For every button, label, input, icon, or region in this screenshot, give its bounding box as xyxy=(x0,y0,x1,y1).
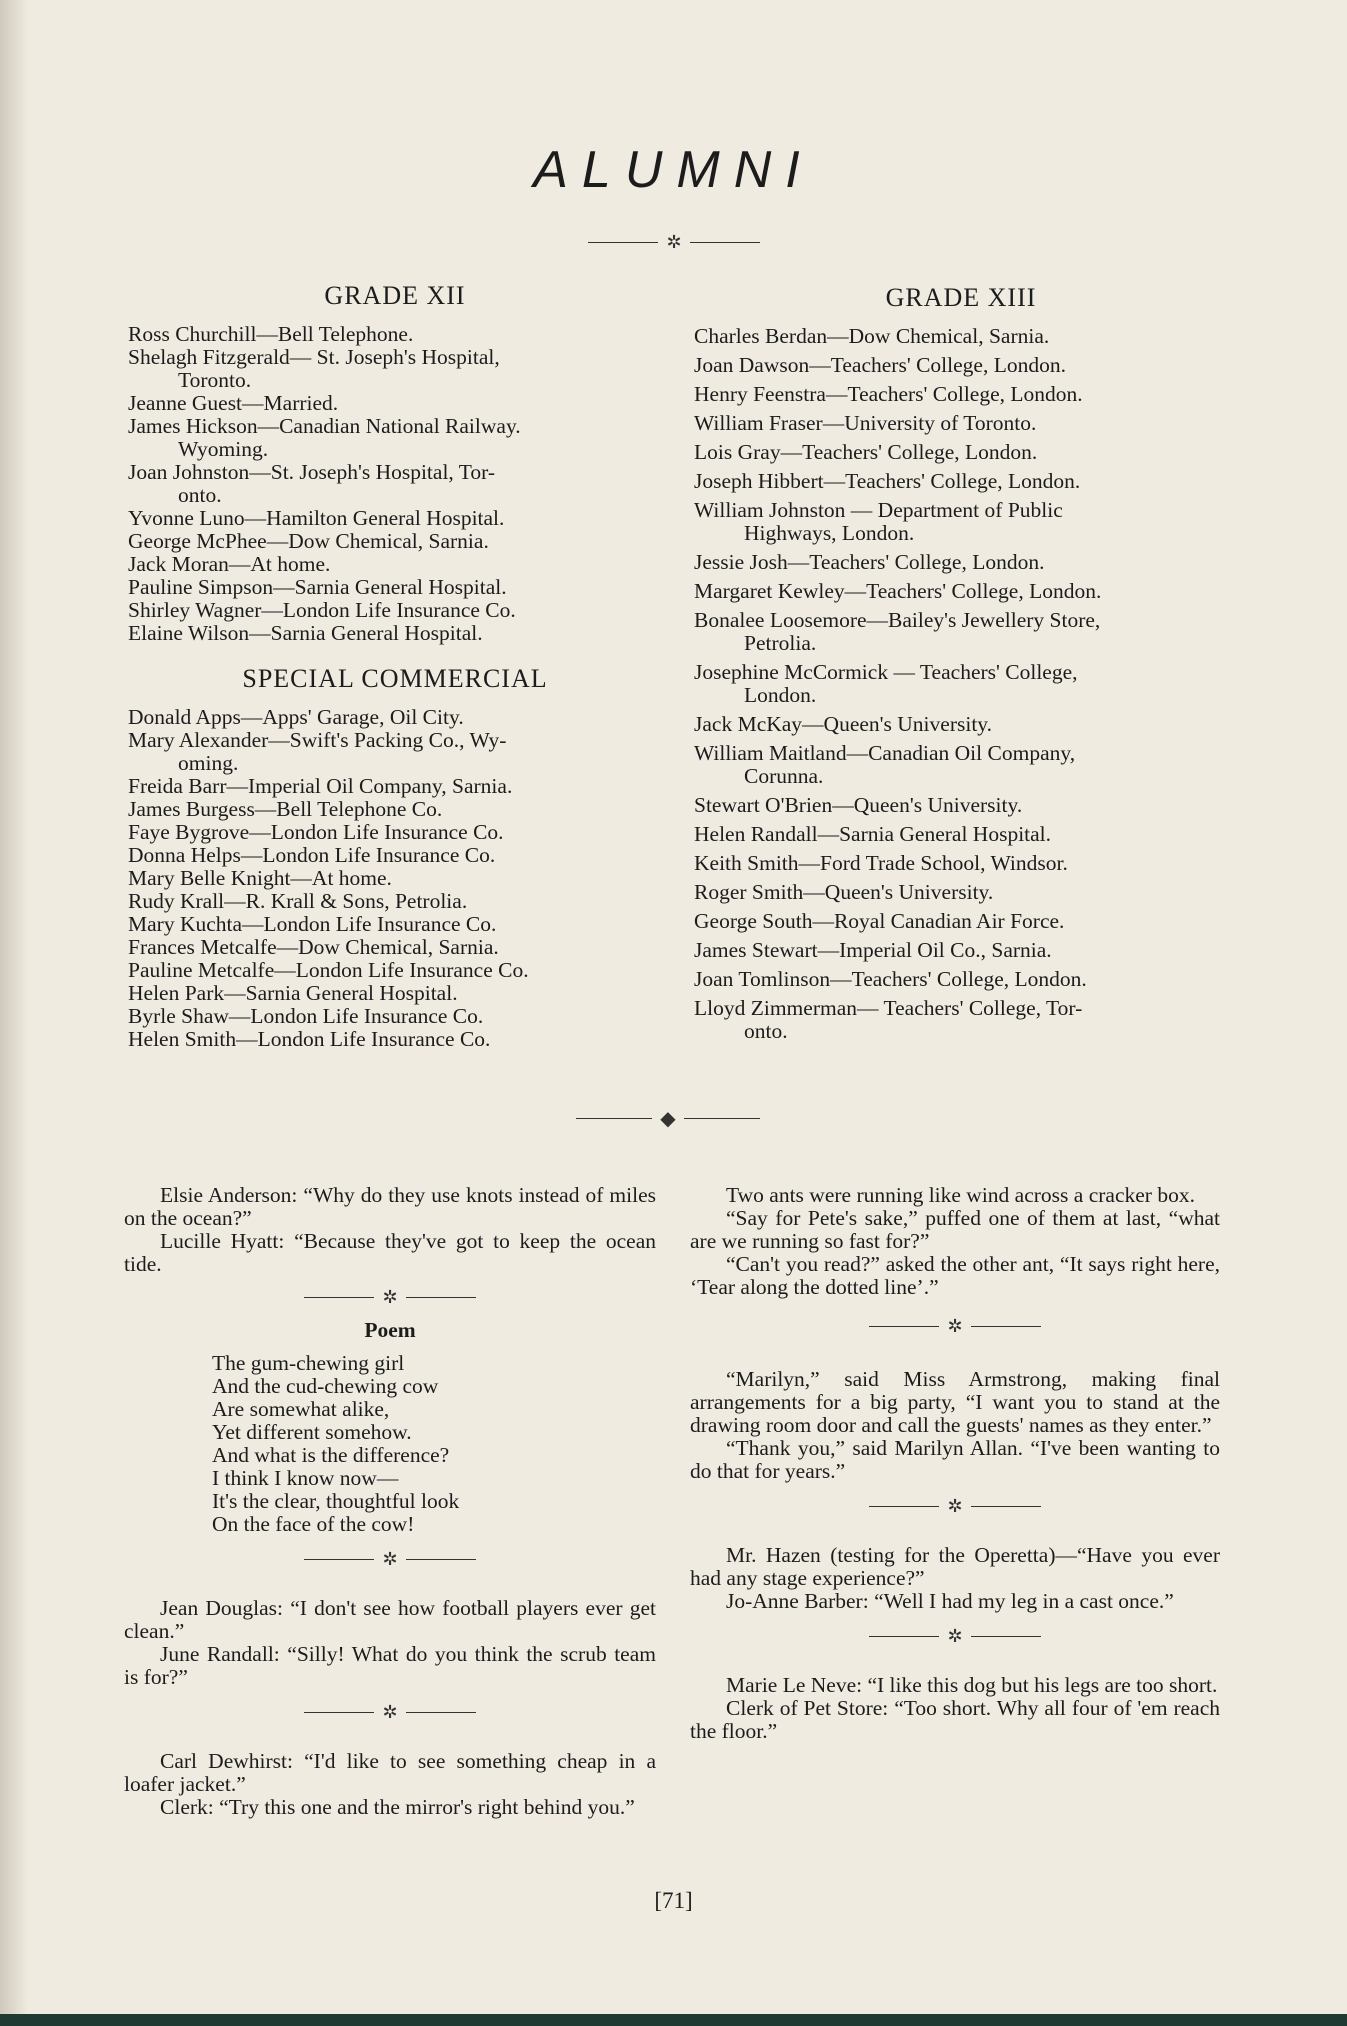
alumni-entry-text: Freida Barr—Imperial Oil Company, Sarnia. xyxy=(128,774,513,798)
alumni-entry xyxy=(128,729,662,775)
special-commercial-list xyxy=(128,706,662,1051)
grade-xiii-heading: GRADE XIII xyxy=(885,283,1037,312)
alumni-entry-text: Stewart O'Brien—Queen's University. xyxy=(694,793,1023,817)
alumni-entry-text: James Hickson—Canadian National Railway. xyxy=(128,414,521,438)
alumni-entry-text: Keith Smith—Ford Trade School, Windsor. xyxy=(694,851,1068,875)
alumni-entry xyxy=(128,622,662,645)
alumni-entry xyxy=(694,823,1228,846)
alumni-entry-text: Jack McKay—Queen's University. xyxy=(694,712,993,736)
joke-line: Elsie Anderson: “Why do they use knots instead of miles on the ocean?” xyxy=(124,1183,656,1230)
alumni-entry-text: William Fraser—University of Toronto. xyxy=(694,411,1037,435)
poem-line: Are somewhat alike, xyxy=(212,1397,390,1421)
alumni-entry-text: Henry Feenstra—Teachers' College, London. xyxy=(694,382,1083,406)
alumni-entry-text: Shirley Wagner—London Life Insurance Co. xyxy=(128,598,516,622)
alumni-entry xyxy=(694,742,1228,788)
alumni-entry-text: Rudy Krall—R. Krall & Sons, Petrolia. xyxy=(128,889,468,913)
alumni-entry-text: Joan Johnston—St. Joseph's Hospital, Tor- xyxy=(128,460,496,484)
party-joke xyxy=(690,1368,1220,1483)
alumni-entry xyxy=(694,910,1228,933)
alumni-entry xyxy=(694,551,1228,574)
alumni-entry-text: Mary Belle Knight—At home. xyxy=(128,866,392,890)
poem-line: Yet different somehow. xyxy=(212,1420,412,1444)
joke-divider xyxy=(124,1701,656,1724)
alumni-entry-text: Donald Apps—Apps' Garage, Oil City. xyxy=(128,705,464,729)
special-commercial-heading: SPECIAL COMMERCIAL xyxy=(242,664,548,693)
alumni-entry xyxy=(128,461,662,507)
joke-line: Mr. Hazen (testing for the Operetta)—“Have you ever had any stage experience?” xyxy=(690,1543,1220,1590)
alumni-entry xyxy=(128,890,662,913)
joke-line: Lucille Hyatt: “Because they've got to keep the ocean tide. xyxy=(124,1229,656,1276)
flower-icon: ✲ xyxy=(666,232,682,252)
alumni-entry xyxy=(128,982,662,1005)
diamond-icon: ◆ xyxy=(660,1108,676,1130)
alumni-entry xyxy=(128,599,662,622)
alumni-entry xyxy=(694,968,1228,991)
alumni-entry-continuation: Highways, London. xyxy=(744,521,915,545)
poem-line: It's the clear, thoughtful look xyxy=(212,1489,460,1513)
alumni-entry-continuation: onto. xyxy=(744,1019,788,1043)
joke-divider xyxy=(124,1548,656,1571)
alumni-entry-text: Byrle Shaw—London Life Insurance Co. xyxy=(128,1004,484,1028)
alumni-entry-continuation: onto. xyxy=(178,483,222,507)
jokes-right-column xyxy=(690,1184,1220,1743)
left-alumni-column xyxy=(128,281,662,1051)
alumni-entry-text: Shelagh Fitzgerald— St. Joseph's Hospital, xyxy=(128,345,500,369)
poem-line: And the cud-chewing cow xyxy=(212,1374,439,1398)
alumni-entry-text: Joan Dawson—Teachers' College, London. xyxy=(694,353,1066,377)
joke-line: Jo-Anne Barber: “Well I had my leg in a cast once.” xyxy=(726,1589,1174,1613)
alumni-entry xyxy=(128,530,662,553)
alumni-entry xyxy=(128,821,662,844)
joke-line: “Can't you read?” asked the other ant, “It says right here, ‘Tear along the dotted line’.” xyxy=(690,1252,1220,1299)
alumni-entry-text: Helen Randall—Sarnia General Hospital. xyxy=(694,822,1052,846)
joke-divider xyxy=(690,1495,1220,1518)
joke-line: “Thank you,” said Marilyn Allan. “I've been wanting to do that for years.” xyxy=(690,1436,1220,1483)
operetta-joke xyxy=(690,1544,1220,1613)
poem-line: The gum-chewing girl xyxy=(212,1351,405,1375)
alumni-entry xyxy=(128,867,662,890)
alumni-entry-text: Bonalee Loosemore—Bailey's Jewellery Store, xyxy=(694,608,1101,632)
joke-divider xyxy=(124,1286,656,1309)
alumni-entry xyxy=(128,959,662,982)
alumni-entry-text: Donna Helps—London Life Insurance Co. xyxy=(128,843,496,867)
section-divider xyxy=(568,1106,768,1131)
alumni-entry-text: Mary Kuchta—London Life Insurance Co. xyxy=(128,912,497,936)
ants-joke xyxy=(690,1184,1220,1299)
loafer-joke xyxy=(124,1750,656,1819)
alumni-entry-text: Charles Berdan—Dow Chemical, Sarnia. xyxy=(694,324,1050,348)
alumni-entry-continuation: Petrolia. xyxy=(744,631,817,655)
poem-line: I think I know now— xyxy=(212,1466,399,1490)
alumni-entry xyxy=(694,354,1228,377)
alumni-entry-continuation: Toronto. xyxy=(178,368,252,392)
alumni-entry xyxy=(694,939,1228,962)
alumni-entry xyxy=(128,415,662,461)
alumni-entry xyxy=(128,346,662,392)
flower-icon: ✲ xyxy=(382,1287,398,1307)
alumni-entry-text: Frances Metcalfe—Dow Chemical, Sarnia. xyxy=(128,935,499,959)
flower-icon: ✲ xyxy=(947,1496,963,1516)
alumni-entry xyxy=(694,881,1228,904)
flower-icon: ✲ xyxy=(382,1702,398,1722)
alumni-entry xyxy=(128,798,662,821)
alumni-entry xyxy=(128,553,662,576)
alumni-entry xyxy=(694,852,1228,875)
joke-line: “Marilyn,” said Miss Armstrong, making final arrangements for a big party, “I want you to stand at the drawing room door and call the guests' names as they enter.” xyxy=(690,1367,1220,1437)
joke-line: Two ants were running like wind across a cracker box. xyxy=(726,1183,1195,1207)
alumni-entry xyxy=(694,661,1228,707)
poem-line: And what is the difference? xyxy=(212,1443,450,1467)
alumni-entry-text: Margaret Kewley—Teachers' College, London. xyxy=(694,579,1102,603)
alumni-entry xyxy=(128,392,662,415)
alumni-entry-text: Jack Moran—At home. xyxy=(128,552,331,576)
alumni-entry xyxy=(694,580,1228,603)
joke-line: June Randall: “Silly! What do you think the scrub team is for?” xyxy=(124,1642,656,1689)
alumni-entry-text: William Maitland—Canadian Oil Company, xyxy=(694,741,1076,765)
alumni-entry-text: William Johnston — Department of Public xyxy=(694,498,1063,522)
grade-xii-heading: GRADE XII xyxy=(324,281,466,310)
flower-icon: ✲ xyxy=(382,1549,398,1569)
alumni-entry-text: James Burgess—Bell Telephone Co. xyxy=(128,797,443,821)
alumni-entry xyxy=(694,609,1228,655)
alumni-entry-text: Yvonne Luno—Hamilton General Hospital. xyxy=(128,506,505,530)
alumni-entry-continuation: Corunna. xyxy=(744,764,824,788)
alumni-entry xyxy=(128,913,662,936)
page-title: ALUMNI xyxy=(533,141,814,199)
joke-line: Clerk: “Try this one and the mirror's right behind you.” xyxy=(160,1795,635,1819)
alumni-entry-text: Lloyd Zimmerman— Teachers' College, Tor- xyxy=(694,996,1083,1020)
alumni-entry-text: James Stewart—Imperial Oil Co., Sarnia. xyxy=(694,938,1052,962)
alumni-entry xyxy=(694,441,1228,464)
joke-divider xyxy=(690,1625,1220,1648)
alumni-entry-continuation: London. xyxy=(744,683,817,707)
alumni-entry xyxy=(694,794,1228,817)
alumni-entry xyxy=(694,412,1228,435)
alumni-entry xyxy=(694,383,1228,406)
alumni-entry xyxy=(694,325,1228,348)
grade-xiii-list xyxy=(694,325,1228,1043)
jokes-left-column xyxy=(124,1184,656,1819)
alumni-entry-text: Roger Smith—Queen's University. xyxy=(694,880,994,904)
joke-line: Carl Dewhirst: “I'd like to see something cheap in a loafer jacket.” xyxy=(124,1749,656,1796)
dog-joke xyxy=(690,1674,1220,1743)
football-joke xyxy=(124,1597,656,1689)
alumni-entry xyxy=(128,1005,662,1028)
divider-ornament xyxy=(574,232,774,253)
alumni-entry xyxy=(694,713,1228,736)
knots-joke xyxy=(124,1184,656,1276)
alumni-entry-text: Helen Smith—London Life Insurance Co. xyxy=(128,1027,491,1051)
alumni-entry-text: Jessie Josh—Teachers' College, London. xyxy=(694,550,1045,574)
alumni-entry-text: Ross Churchill—Bell Telephone. xyxy=(128,322,414,346)
page-number: [71] xyxy=(654,1888,693,1913)
alumni-entry-continuation: oming. xyxy=(178,751,239,775)
joke-line: Clerk of Pet Store: “Too short. Why all four of 'em reach the floor.” xyxy=(690,1696,1220,1743)
alumni-entry xyxy=(694,499,1228,545)
page-edge xyxy=(0,2014,1347,2026)
alumni-entry xyxy=(128,1028,662,1051)
poem-title: Poem xyxy=(364,1318,416,1342)
right-alumni-column xyxy=(694,283,1228,1049)
joke-line: “Say for Pete's sake,” puffed one of them at last, “what are we running so fast for?” xyxy=(690,1206,1220,1253)
alumni-entry-text: Mary Alexander—Swift's Packing Co., Wy- xyxy=(128,728,507,752)
alumni-entry xyxy=(128,576,662,599)
alumni-entry-text: Elaine Wilson—Sarnia General Hospital. xyxy=(128,621,483,645)
joke-line: Jean Douglas: “I don't see how football players ever get clean.” xyxy=(124,1596,656,1643)
alumni-entry xyxy=(694,997,1228,1043)
alumni-entry-text: Pauline Metcalfe—London Life Insurance Co. xyxy=(128,958,529,982)
alumni-entry-text: Faye Bygrove—London Life Insurance Co. xyxy=(128,820,504,844)
poem-line: On the face of the cow! xyxy=(212,1512,415,1536)
poem xyxy=(124,1352,656,1536)
flower-icon: ✲ xyxy=(947,1626,963,1646)
alumni-entry xyxy=(128,844,662,867)
alumni-entry xyxy=(128,323,662,346)
alumni-entry xyxy=(128,936,662,959)
alumni-entry-text: Pauline Simpson—Sarnia General Hospital. xyxy=(128,575,507,599)
alumni-entry-text: Lois Gray—Teachers' College, London. xyxy=(694,440,1038,464)
joke-divider xyxy=(690,1315,1220,1338)
grade-xii-list xyxy=(128,323,662,645)
alumni-entry-text: George South—Royal Canadian Air Force. xyxy=(694,909,1065,933)
alumni-entry xyxy=(128,706,662,729)
alumni-entry-text: Josephine McCormick — Teachers' College, xyxy=(694,660,1078,684)
alumni-entry-text: George McPhee—Dow Chemical, Sarnia. xyxy=(128,529,489,553)
alumni-entry-continuation: Wyoming. xyxy=(178,437,269,461)
joke-line: Marie Le Neve: “I like this dog but his legs are too short. xyxy=(726,1673,1218,1697)
page-edge xyxy=(0,0,28,2026)
alumni-entry-text: Joan Tomlinson—Teachers' College, London. xyxy=(694,967,1087,991)
alumni-entry xyxy=(128,507,662,530)
alumni-entry-text: Joseph Hibbert—Teachers' College, London. xyxy=(694,469,1081,493)
alumni-entry-text: Helen Park—Sarnia General Hospital. xyxy=(128,981,458,1005)
alumni-entry xyxy=(694,470,1228,493)
alumni-entry xyxy=(128,775,662,798)
flower-icon: ✲ xyxy=(947,1316,963,1336)
alumni-entry-text: Jeanne Guest—Married. xyxy=(128,391,339,415)
